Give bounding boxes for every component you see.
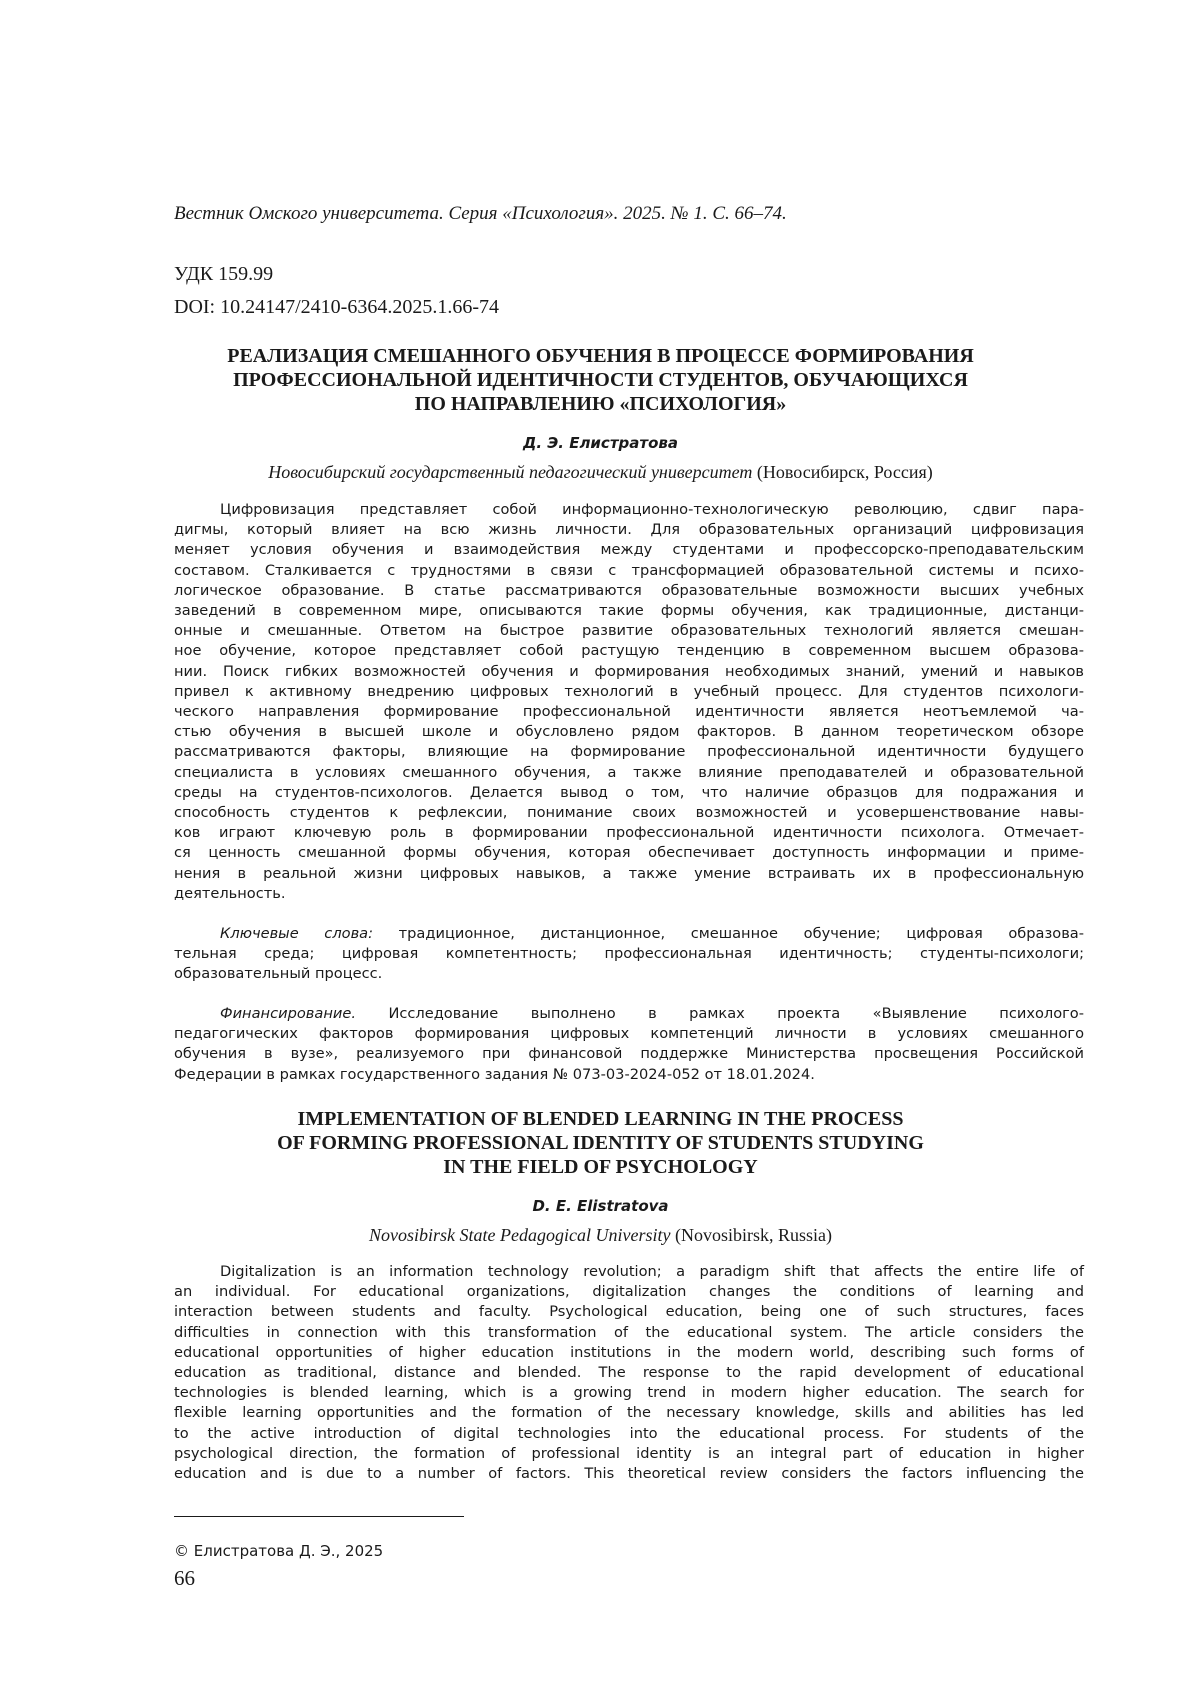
title-russian xyxy=(174,344,1027,416)
abstract-line: education as traditional, distance and blended. The response to the rapid development of educational xyxy=(174,1364,1084,1382)
abstract-russian xyxy=(174,500,1084,904)
abstract-line: способность студентов к рефлексии, понимание своих возможностей и усовершенствование навы- xyxy=(174,804,1084,822)
keywords-label: Ключевые слова: xyxy=(220,925,374,942)
title-line: OF FORMING PROFESSIONAL IDENTITY OF STUDENTS STUDYING xyxy=(277,1132,924,1154)
keywords-text: традиционное, дистанционное, смешанное обучение; цифровая образова- xyxy=(398,925,1085,942)
abstract-line: среды на студентов-психологов. Делается вывод о том, что наличие образцов для подражания и xyxy=(174,783,1084,801)
funding-label: Финансирование. xyxy=(220,1005,356,1022)
title-english xyxy=(174,1107,1027,1179)
keywords-line: тельная среда; цифровая компетентность; профессиональная идентичность; студенты-психологи; xyxy=(174,945,1084,963)
abstract-line: psychological direction, the formation of professional identity is an integral part of education in higher xyxy=(174,1444,1084,1462)
abstract-line: составом. Сталкивается с трудностями в связи с трансформацией образовательной системы и психо- xyxy=(174,561,1084,579)
abstract-line: нии. Поиск гибких возможностей обучения и формирования необходимых знаний, умений и навыков xyxy=(174,662,1084,680)
abstract-line: ное обучение, которое представляет собой растущую тенденцию в современном высшем образова- xyxy=(174,642,1084,660)
funding-line: обучения в вузе», реализуемого при финансовой поддержке Министерства просвещения Российской xyxy=(174,1045,1084,1063)
abstract-line: меняет условия обучения и взаимодействия между студентами и профессорско-преподавательским xyxy=(174,541,1084,559)
keywords-line xyxy=(174,924,1084,944)
funding-russian xyxy=(174,1004,1084,1085)
affiliation-russian xyxy=(174,462,1027,483)
title-line: ПРОФЕССИОНАЛЬНОЙ ИДЕНТИЧНОСТИ СТУДЕНТОВ, ОБУЧАЮЩИХСЯ xyxy=(233,369,968,391)
affiliation-institution: Novosibirsk State Pedagogical University xyxy=(369,1225,671,1245)
abstract-line: заведений в современном мире, описываются такие формы обучения, как традиционные, дистанци- xyxy=(174,602,1084,620)
abstract-line: нения в реальной жизни цифровых навыков, а также умение встраивать их в профессиональную xyxy=(174,864,1084,882)
affiliation-location: (Новосибирск, Россия) xyxy=(756,462,933,482)
abstract-line: ческого направления формирование профессиональной идентичности является неотъемлемой ча- xyxy=(174,703,1084,721)
abstract-line: education and is due to a number of factors. This theoretical review considers the factors influencing the xyxy=(174,1465,1084,1483)
funding-line: педагогических факторов формирования цифровых компетенций личности в условиях смешанного xyxy=(174,1025,1084,1043)
author-english: D. E. Elistratova xyxy=(532,1197,669,1215)
affiliation-institution: Новосибирский государственный педагогический университет xyxy=(268,462,753,482)
abstract-line: специалиста в условиях смешанного обучения, а также влияние преподавателей и образовательной xyxy=(174,763,1084,781)
author-russian: Д. Э. Елистратова xyxy=(522,434,678,452)
funding-line xyxy=(174,1004,1084,1024)
title-line: IMPLEMENTATION OF BLENDED LEARNING IN THE PROCESS xyxy=(297,1108,904,1130)
abstract-line: привел к активному внедрению цифровых технологий в учебный процесс. Для студентов психологи- xyxy=(174,682,1084,700)
title-line: ПО НАПРАВЛЕНИЮ «ПСИХОЛОГИЯ» xyxy=(414,393,787,415)
funding-line: Федерации в рамках государственного задания № 073-03-2024-052 от 18.01.2024. xyxy=(174,1065,815,1083)
abstract-line: логическое образование. В статье рассматриваются образовательные возможности высших учебных xyxy=(174,581,1084,599)
abstract-line: рассматриваются факторы, влияющие на формирование профессиональной идентичности будущего xyxy=(174,743,1084,761)
affiliation-location: (Novosibirsk, Russia) xyxy=(674,1225,832,1245)
abstract-line: an individual. For educational organizations, digitalization changes the conditions of learning and xyxy=(174,1283,1084,1301)
doi: DOI: 10.24147/2410-6364.2025.1.66-74 xyxy=(174,296,499,318)
abstract-english xyxy=(174,1262,1084,1484)
abstract-line: educational opportunities of higher education institutions in the modern world, describing such forms of xyxy=(174,1343,1084,1361)
abstract-line: дигмы, который влияет на всю жизнь личности. Для образовательных организаций цифровизация xyxy=(174,521,1084,539)
abstract-line: онные и смешанные. Ответом на быстрое развитие образовательных технологий является смешан- xyxy=(174,622,1084,640)
abstract-line: деятельность. xyxy=(174,884,286,902)
abstract-line: to the active introduction of digital technologies into the educational process. For students of the xyxy=(174,1424,1084,1442)
funding-text: Исследование выполнено в рамках проекта «Выявление психолого- xyxy=(388,1005,1085,1022)
keywords-line: образовательный процесс. xyxy=(174,965,383,983)
copyright-notice: © Елистратова Д. Э., 2025 xyxy=(174,1542,384,1560)
abstract-line: flexible learning opportunities and the formation of the necessary knowledge, skills and abilities has led xyxy=(174,1404,1084,1422)
abstract-line: стью обучения в высшей школе и обусловлено рядом факторов. В данном теоретическом обзоре xyxy=(174,723,1084,741)
footnote-divider xyxy=(174,1516,464,1517)
udk-code: УДК 159.99 xyxy=(174,263,274,285)
title-line: IN THE FIELD OF PSYCHOLOGY xyxy=(443,1156,758,1178)
affiliation-english xyxy=(174,1225,1027,1246)
abstract-line: ся ценность смешанной формы обучения, которая обеспечивает доступность информации и приме- xyxy=(174,844,1084,862)
journal-citation: Вестник Омского университета. Серия «Психология». 2025. № 1. С. 66–74. xyxy=(174,203,787,224)
abstract-line: interaction between students and faculty. Psychological education, being one of such structures, faces xyxy=(174,1303,1084,1321)
abstract-line: technologies is blended learning, which is a growing trend in modern higher education. The search for xyxy=(174,1384,1084,1402)
abstract-line: difficulties in connection with this transformation of the educational system. The article considers the xyxy=(174,1323,1084,1341)
page-number: 66 xyxy=(174,1566,195,1590)
abstract-line: ков играют ключевую роль в формировании профессиональной идентичности психолога. Отмечает- xyxy=(174,824,1084,842)
abstract-line: Цифровизация представляет собой информационно-технологическую революцию, сдвиг пара- xyxy=(220,501,1084,518)
title-line: РЕАЛИЗАЦИЯ СМЕШАННОГО ОБУЧЕНИЯ В ПРОЦЕССЕ ФОРМИРОВАНИЯ xyxy=(227,345,974,367)
keywords-russian xyxy=(174,924,1084,985)
abstract-line: Digitalization is an information technology revolution; a paradigm shift that affects the entire life of xyxy=(220,1263,1084,1280)
